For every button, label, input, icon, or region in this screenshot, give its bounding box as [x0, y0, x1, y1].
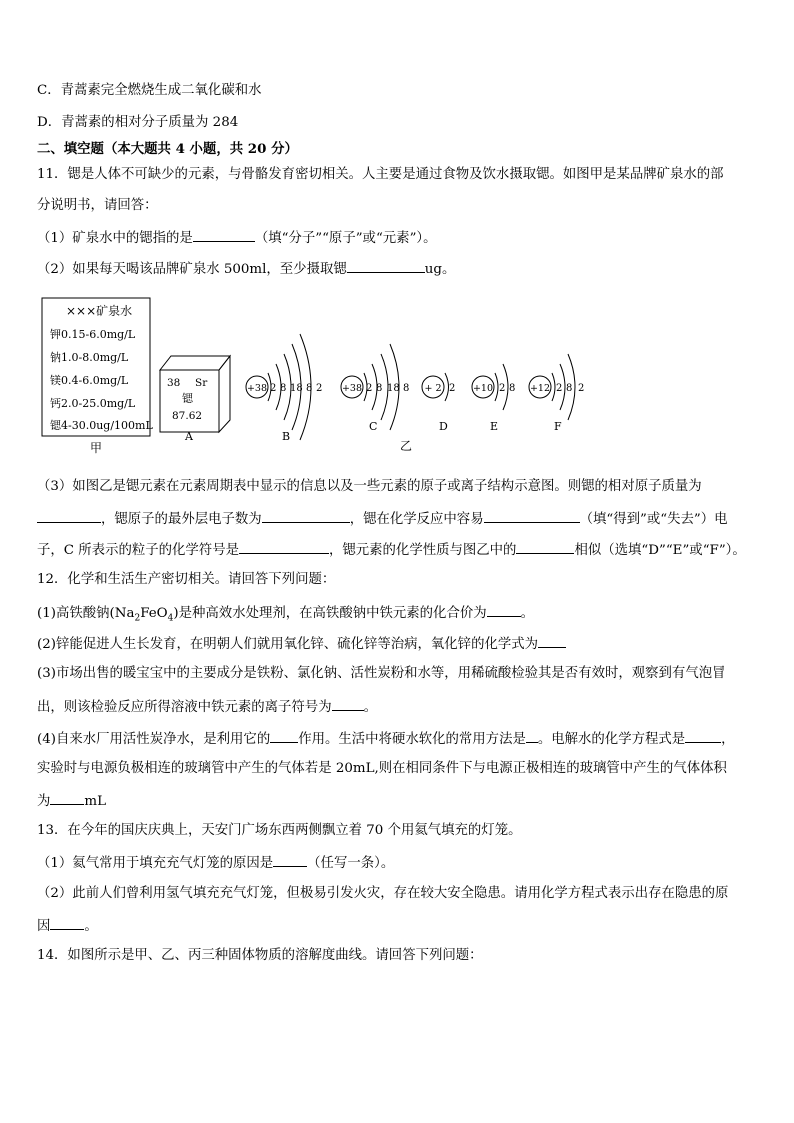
shell-e-1: 2	[499, 383, 506, 394]
q11-part3-line1: （3）如图乙是锶元素在元素周期表中显示的信息以及一些元素的原子或离子结构示意图。则锶的相对原子质量为	[37, 479, 702, 494]
atom-diagram-c	[341, 344, 409, 430]
q11-part3-blank-mass[interactable]	[37, 509, 101, 523]
element-symbol: Sr	[195, 377, 208, 389]
q12-part4-blank-action[interactable]	[270, 729, 298, 743]
label-row-sr: 锶4-30.0ug/100mL	[50, 419, 153, 432]
element-atomic-number: 38	[167, 377, 181, 389]
q11-part1-blank[interactable]	[193, 228, 255, 242]
q13-part2-text-a: 因	[37, 919, 51, 934]
section-title: 二、填空题（本大题共 4 小题，共 20 分）	[37, 141, 298, 157]
q11-part1-text-b: （填“分子”“原子”或“元素”）。	[254, 231, 437, 246]
q11-part3-line3	[37, 540, 746, 560]
element-cell-a	[160, 356, 230, 432]
q12-part3-text-b: 。	[363, 700, 377, 715]
q14-title: 14．如图所示是甲、乙、丙三种固体物质的溶解度曲线。请回答下列问题：	[37, 948, 483, 963]
caption-a: A	[185, 430, 193, 443]
q12-part3-line1: (3)市场出售的暖宝宝中的主要成分是铁粉、氯化钠、活性炭粉和水等，用稀硫酸检验其是否有效时，观察到有气泡冒	[37, 666, 726, 681]
q12-part1-text-c: )是种高效水处理剂，在高铁酸钠中铁元素的化合价为	[173, 606, 487, 621]
label-row-mg: 镁0.4-6.0mg/L	[50, 374, 129, 387]
q12-part2	[37, 634, 566, 654]
q13-part2-text-b: 。	[84, 919, 98, 934]
q12-title: 12．化学和生活生产密切相关。请回答下列问题：	[37, 572, 336, 587]
nucleus-b: +38	[246, 383, 268, 394]
shell-b-2: 8	[280, 383, 287, 394]
q11-part3-text-f: 相似（选填“D”“E”或“F”）。	[574, 543, 746, 558]
q12-part4-line1	[37, 729, 735, 749]
q12-part2-text: (2)锌能促进人生长发育，在明朝人们就用氧化锌、硫化锌等治病，氧化锌的化学式为	[37, 637, 539, 652]
shell-b-3: 18	[290, 383, 303, 394]
shell-f-1: 2	[556, 383, 563, 394]
element-name: 锶	[182, 392, 193, 405]
q11-part3-line2	[37, 509, 728, 529]
q12-part1-text-d: 。	[520, 606, 535, 621]
q13-part2-line2	[37, 916, 98, 936]
atom-diagram-f	[529, 354, 584, 420]
q12-part1	[37, 603, 534, 628]
q13-part2-line1: （2）此前人们曾利用氢气填充充气灯笼，但极易引发火灾，存在较大安全隐患。请用化学方程式表示出存在隐患的原	[37, 886, 729, 901]
nucleus-f: +12	[529, 383, 551, 394]
q12-part4-line2: 实验时与电源负极相连的玻璃管中产生的气体若是 20mL,则在相同条件下与电源正极相连的玻璃管中产生的气体体积	[37, 761, 727, 776]
caption-d: D	[439, 420, 448, 433]
nucleus-e: +10	[472, 383, 494, 394]
q13-part1-text-a: （1）氦气常用于填充充气灯笼的原因是	[37, 856, 274, 871]
mineral-water-label	[42, 298, 153, 436]
shell-b-4: 8	[306, 383, 313, 394]
option-d: D．青蒿素的相对分子质量为 284	[37, 115, 239, 130]
shell-c-3: 18	[387, 383, 400, 394]
shell-c-4: 8	[403, 383, 410, 394]
q12-part4-text-e: 为	[37, 794, 51, 809]
label-row-ca: 钙2.0-25.0mg/L	[50, 397, 136, 410]
label-title: ×××矿泉水	[66, 304, 133, 318]
q11-part3-text-e: ，锶元素的化学性质与图乙中的	[328, 543, 517, 558]
q13-part1-blank[interactable]	[273, 853, 307, 867]
element-mass: 87.62	[172, 410, 203, 422]
q11-part3-text-c: （填“得到”或“失去”）电	[579, 512, 728, 527]
q11-part1	[37, 228, 437, 248]
q11-part2-blank[interactable]	[347, 259, 425, 273]
q11-part3-text-a: ，锶原子的最外层电子数为	[101, 512, 262, 527]
q12-part1-sub-4: 4	[167, 613, 174, 624]
q12-part3-blank[interactable]	[332, 697, 364, 711]
shell-c-1: 2	[366, 383, 373, 394]
label-row-na: 钠1.0-8.0mg/L	[50, 351, 129, 364]
shell-f-3: 2	[578, 383, 585, 394]
atom-diagram-e	[472, 364, 515, 410]
caption-yi: 乙	[400, 439, 413, 453]
q12-part4-blank-equation[interactable]	[685, 729, 721, 743]
q11-part2	[37, 259, 455, 279]
figure-svg	[0, 290, 794, 465]
shell-d-1: 2	[449, 383, 456, 394]
option-c: C．青蒿素完全燃烧生成二氧化碳和水	[37, 83, 262, 98]
q11-part3-text-d: 子，C 所表示的粒子的化学符号是	[37, 543, 239, 558]
q11-text-2: 分说明书，请回答：	[37, 198, 158, 213]
q12-part4-text-a: (4)自来水厂用活性炭净水，是利用它的	[37, 732, 271, 747]
caption-jia: 甲	[90, 441, 103, 455]
q12-part4-blank-volume[interactable]	[50, 791, 84, 805]
q11-part3-text-b: ，锶在化学反应中容易	[349, 512, 484, 527]
shell-c-2: 8	[376, 383, 383, 394]
caption-c: C	[369, 420, 378, 433]
q12-part3-text-a: 出，则该检验反应所得溶液中铁元素的离子符号为	[37, 700, 332, 715]
q12-part4-text-d: ，	[721, 732, 735, 747]
caption-b: B	[282, 430, 291, 443]
q12-part4-text-c: 。电解水的化学方程式是	[537, 732, 686, 747]
q11-part2-text-a: （2）如果每天喝该品牌矿泉水 500ml，至少摄取锶	[37, 262, 347, 277]
nucleus-d: + 2	[424, 383, 442, 394]
q12-part4-text-b: 作用。生活中将硬水软化的常用方法是	[298, 732, 526, 747]
q13-part1-text-b: （任写一条）。	[307, 856, 395, 871]
q11-part1-text-a: （1）矿泉水中的锶指的是	[37, 231, 193, 246]
q11-part3-blank-symbol[interactable]	[239, 540, 329, 554]
caption-e: E	[490, 420, 499, 433]
q12-part4-text-f: mL	[84, 794, 106, 809]
q11-part2-text-b: ug。	[424, 262, 456, 277]
q13-part1	[37, 853, 394, 873]
q12-part1-text-a: (1)高铁酸钠(Na	[37, 606, 135, 621]
q11-part3-blank-electrons[interactable]	[262, 509, 350, 523]
q12-part4-blank-soften[interactable]	[526, 729, 538, 743]
caption-f: F	[554, 420, 562, 433]
q11-part3-blank-gain-lose[interactable]	[484, 509, 580, 523]
q13-title: 13．在今年的国庆庆典上，天安门广场东西两侧飘立着 70 个用氦气填充的灯笼。	[37, 823, 522, 838]
q12-part1-sub-2: 2	[134, 613, 141, 624]
shell-f-2: 8	[566, 383, 573, 394]
atom-diagram-d	[422, 373, 455, 401]
q12-part1-blank[interactable]	[487, 603, 521, 617]
q12-part3-line2	[37, 697, 377, 717]
label-row-k: 钾0.15-6.0mg/L	[50, 328, 136, 341]
atom-diagram-b	[246, 334, 322, 440]
shell-e-2: 8	[509, 383, 516, 394]
shell-b-1: 2	[270, 383, 277, 394]
shell-b-5: 2	[316, 383, 323, 394]
q11-part3-blank-similar[interactable]	[516, 540, 574, 554]
q11-text-1: 11．锶是人体不可缺少的元素，与骨骼发育密切相关。人主要是通过食物及饮水摄取锶。如图甲是某品牌矿泉水的部	[37, 167, 724, 182]
figure-strontium	[0, 290, 794, 465]
q12-part4-line3	[37, 791, 106, 811]
nucleus-c: +38	[341, 383, 363, 394]
q13-part2-blank[interactable]	[50, 916, 84, 930]
q12-part1-text-b: FeO	[140, 606, 168, 621]
q12-part2-blank[interactable]	[538, 634, 566, 648]
